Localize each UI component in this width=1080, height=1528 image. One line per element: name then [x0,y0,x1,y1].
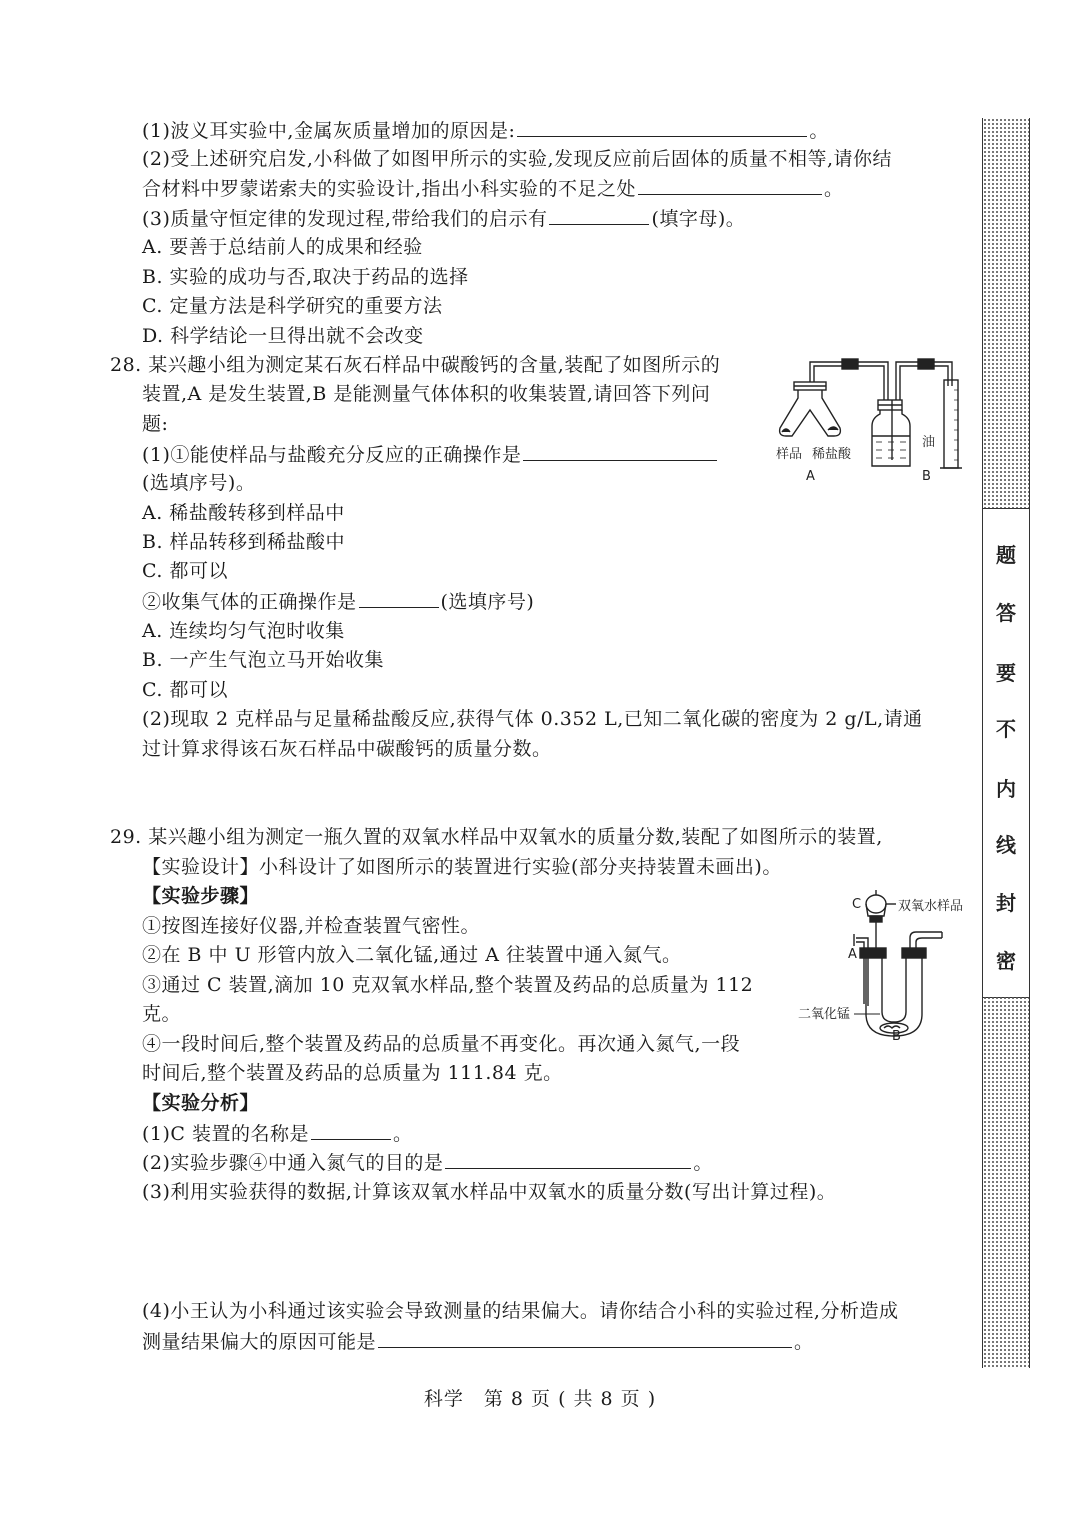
text-line [142,174,844,203]
step-3: ③通过 C 装置,滴加 10 克双氧水样品,整个装置及药品的总质量为 112 [142,974,754,996]
seal-line-notice [983,508,1029,998]
option-a: A. 要善于总结前人的成果和经验 [142,236,423,258]
option-b: B. 一产生气泡立马开始收集 [142,649,385,671]
question-text: 测量结果偏大的原因可能是 [142,1331,377,1353]
seal-char: 内 [996,777,1016,801]
label-a: A [806,469,815,484]
question-text: (选填序号) [440,591,535,613]
label-h2o2-sample: 双氧水样品 [898,899,964,914]
answer-blank[interactable] [549,204,649,225]
option-c: C. 都可以 [142,560,228,582]
question-text: (4)小王认为小科通过该实验会导致测量的结果偏大。请你结合小科的实验过程,分析造成 [142,1300,899,1322]
text-line [142,1119,413,1148]
label-oil: 油 [922,435,936,450]
label-a: A [848,947,857,962]
q28-stem: 题: [142,413,169,435]
option-a: A. 稀盐酸转移到样品中 [142,502,345,524]
question-text: (选填序号)。 [142,472,256,494]
question-text: ②收集气体的正确操作是 [142,591,357,613]
question-text: (填字母)。 [651,208,746,230]
text-line [142,1327,814,1356]
q28-stem: 装置,A 是发生装置,B 是能测量气体体积的收集装置,请回答下列问 [142,383,711,405]
question-text: (3)质量守恒定律的发现过程,带给我们的启示有 [142,208,548,230]
seal-char: 题 [996,543,1016,567]
q29-stem: 29. 某兴趣小组为测定一瓶久置的双氧水样品中双氧水的质量分数,装配了如图所示的装置, [110,826,883,848]
answer-blank[interactable] [523,440,717,461]
dotted-pattern [983,996,1029,1368]
seal-char: 线 [996,833,1016,857]
step-4-cont: 时间后,整个装置及药品的总质量为 111.84 克。 [142,1062,563,1084]
answer-blank[interactable] [638,174,822,195]
option-b: B. 实验的成功与否,取决于药品的选择 [142,266,469,288]
q28-apparatus-figure [770,350,970,488]
option-d: D. 科学结论一旦得出就不会改变 [142,325,424,347]
option-c: C. 定量方法是科学研究的重要方法 [142,295,443,317]
seal-char: 密 [996,949,1016,973]
seal-char: 答 [996,601,1016,625]
answer-blank[interactable] [311,1119,391,1140]
q29-apparatus-figure [796,886,976,1042]
punctuation: 。 [794,1331,814,1353]
dotted-pattern [983,118,1029,508]
text-line [142,204,745,233]
answer-blank[interactable] [359,587,439,608]
question-text: (1)C 装置的名称是 [142,1123,309,1145]
step-4: ④一段时间后,整个装置及药品的总质量不再变化。再次通入氮气,一段 [142,1033,741,1055]
label-b: B [922,469,931,484]
question-text: (2)受上述研究启发,小科做了如图甲所示的实验,发现反应前后固体的质量不相等,请你结 [142,148,893,170]
text-line [142,116,829,145]
label-b: B [892,1029,901,1042]
seal-char: 不 [996,717,1016,741]
option-c: C. 都可以 [142,679,228,701]
text-line [142,587,534,616]
section-design: 【实验设计】小科设计了如图所示的装置进行实验(部分夹持装置未画出)。 [142,856,782,878]
question-text: (1)①能使样品与盐酸充分反应的正确操作是 [142,444,522,466]
label-sample: 样品 [776,447,803,462]
label-acid: 稀盐酸 [812,447,852,462]
text-line [142,1148,713,1177]
punctuation: 。 [393,1123,413,1145]
answer-blank[interactable] [445,1148,691,1169]
answer-blank[interactable] [517,116,807,137]
section-heading: 【实验分析】 [142,1092,260,1114]
question-text: (2)实验步骤④中通入氮气的目的是 [142,1152,444,1174]
punctuation: 。 [824,178,844,200]
section-heading: 【实验步骤】 [142,885,260,907]
question-text: 过计算求得该石灰石样品中碳酸钙的质量分数。 [142,738,552,760]
seal-char: 要 [996,661,1016,685]
step-3-cont: 克。 [142,1003,182,1025]
punctuation: 。 [693,1152,713,1174]
q28-stem: 28. 某兴趣小组为测定某石灰石样品中碳酸钙的含量,装配了如图所示的 [110,354,721,376]
question-text: 合材料中罗蒙诺索夫的实验设计,指出小科实验的不足之处 [142,178,637,200]
text-line [142,440,719,469]
step-1: ①按图连接好仪器,并检查装置气密性。 [142,915,481,937]
text-line [142,145,892,173]
punctuation: 。 [809,120,829,142]
question-text: (1)波义耳实验中,金属灰质量增加的原因是: [142,120,516,142]
label-mno2: 二氧化锰 [798,1007,851,1022]
option-b: B. 样品转移到稀盐酸中 [142,531,346,553]
question-text: (3)利用实验获得的数据,计算该双氧水样品中双氧水的质量分数(写出计算过程)。 [142,1181,837,1203]
binding-margin [982,118,1030,1368]
question-text: (2)现取 2 克样品与足量稀盐酸反应,获得气体 0.352 L,已知二氧化碳的密度为 2 g/L,请通 [142,708,923,730]
label-c: C [852,897,862,912]
answer-blank[interactable] [378,1327,792,1348]
step-2: ②在 B 中 U 形管内放入二氧化锰,通过 A 往装置中通入氮气。 [142,944,682,966]
option-a: A. 连续均匀气泡时收集 [142,620,345,642]
page-footer: 科学 第 8 页 ( 共 8 页 ) [423,1388,657,1410]
seal-char: 封 [996,891,1016,915]
